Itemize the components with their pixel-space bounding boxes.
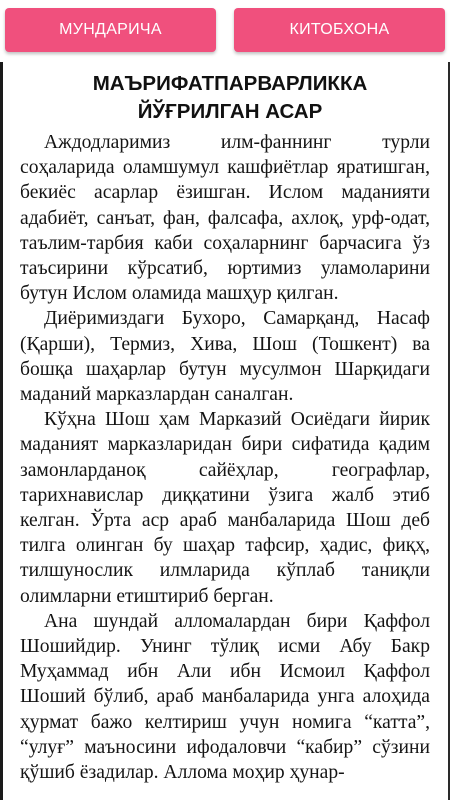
book-page[interactable] bbox=[0, 62, 450, 800]
paragraph: Аждодларимиз илм-фаннинг турли соҳаларида оламшумул кашфиётлар яратишган, бекиёс асарлар ёзишган. Ислом маданияти адабиёт, санъат, фан, фалсафа, ахлоқ, урф-одат, таълим-тарбия каби соҳаларнинг барчасига ўз таъсирини кўрсатиб, юртимиз уламоларини бутун Ислом оламида машҳур қилган. bbox=[20, 132, 430, 305]
library-button[interactable]: КИТОБХОНА bbox=[234, 8, 445, 52]
chapter-title-line-2: ЙЎҒРИЛГАН АСАР bbox=[137, 100, 323, 123]
top-toolbar bbox=[0, 0, 450, 62]
contents-button[interactable]: МУНДАРИЧА bbox=[5, 8, 216, 52]
page-scan-edge-left bbox=[0, 62, 3, 800]
chapter-title-line-1: МАЪРИФАТПАРВАРЛИККА bbox=[92, 72, 368, 95]
chapter-body bbox=[20, 130, 430, 785]
paragraph: Диёримиздаги Бухоро, Самарқанд, Насаф (Қарши), Термиз, Хива, Шош (Тошкент) ва бошқа шаҳарлар бутун мусулмон Шарқидаги маданий марказлардан саналган. bbox=[20, 308, 430, 406]
chapter-title bbox=[20, 70, 440, 126]
paragraph: Кўҳна Шош ҳам Марказий Осиёдаги йирик маданият марказларидан бири сифатида қадим замонларданоқ сайёҳлар, географлар, тарихнавислар диққатини ўзига жалб этиб келган. Ўрта аср араб манбаларида Шош деб тилга олинган бу шаҳар тафсир, ҳадис, фиқҳ, тилшунослик илмларида кўплаб таниқли олимларни етиштириб берган. bbox=[20, 409, 430, 607]
paragraph: Ана шундай алломалардан бири Қаффол Шошийдир. Унинг тўлиқ исми Абу Бакр Муҳаммад ибн Али ибн Исмоил Қаффол Шоший бўлиб, араб манбаларида унга алоҳида ҳурмат бажо келтириш учун номига “катта”, “улуғ” маъносини ифодаловчи “кабир” сўзини қўшиб ёзадилар. Аллома моҳир ҳунар- bbox=[20, 610, 430, 784]
